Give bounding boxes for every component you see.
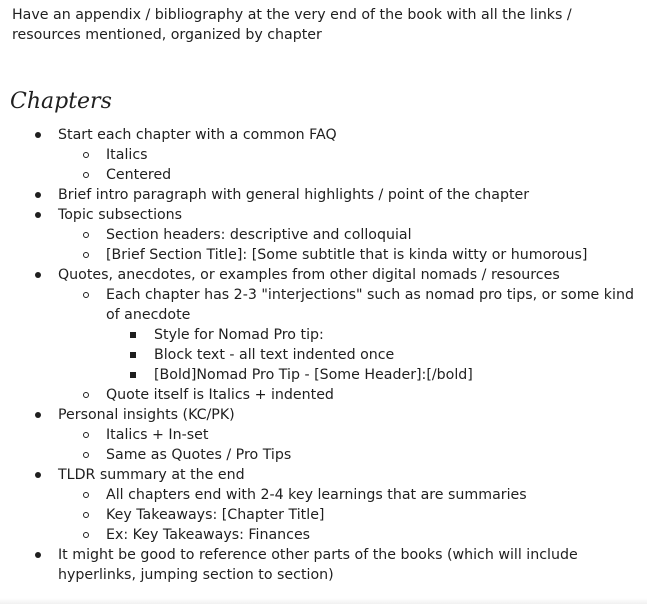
- hollow-bullet-icon: [83, 172, 89, 178]
- outline-item-level-2: [0, 505, 647, 525]
- outline-item-text: Personal insights (KC/PK): [58, 407, 235, 423]
- outline-item-text: Same as Quotes / Pro Tips: [106, 447, 292, 463]
- outline-item-text: Brief intro paragraph with general highlights / point of the chapter: [58, 187, 530, 203]
- outline-item-text: Italics + In-set: [106, 427, 209, 443]
- filled-bullet-icon: [35, 192, 41, 198]
- outline-item-level-2: [0, 165, 647, 185]
- outline-item-level-2: [0, 145, 647, 165]
- filled-bullet-icon: [35, 272, 41, 278]
- outline-item-level-2: [0, 485, 647, 505]
- hollow-bullet-icon: [83, 292, 89, 298]
- hollow-bullet-icon: [83, 232, 89, 238]
- outline-item-text: Quote itself is Italics + indented: [106, 387, 334, 403]
- outline-item-level-2: [0, 285, 647, 325]
- hollow-bullet-icon: [83, 512, 89, 518]
- filled-bullet-icon: [35, 132, 41, 138]
- outline-item-text: Start each chapter with a common FAQ: [58, 127, 337, 143]
- outline-item-level-1: [0, 545, 647, 585]
- outline-item-level-1: [0, 185, 647, 205]
- outline-item-level-1: [0, 465, 647, 485]
- outline-item-text: Quotes, anecdotes, or examples from other digital nomads / resources: [58, 267, 560, 283]
- hollow-bullet-icon: [83, 432, 89, 438]
- chapters-heading: Chapters: [10, 89, 112, 114]
- outline-item-text: It might be good to reference other parts of the books (which will include hyperlinks, jumping section to section): [58, 547, 578, 583]
- square-bullet-icon: [130, 332, 136, 338]
- outline-item-text: Key Takeaways: [Chapter Title]: [106, 507, 325, 523]
- outline-item-level-2: [0, 245, 647, 265]
- outline-item-level-2: [0, 225, 647, 245]
- intro-paragraph: Have an appendix / bibliography at the very end of the book with all the links / resources mentioned, organized by chapter: [12, 7, 572, 43]
- outline-item-text: Block text - all text indented once: [154, 347, 395, 363]
- filled-bullet-icon: [35, 472, 41, 478]
- hollow-bullet-icon: [83, 532, 89, 538]
- outline-item-level-1: [0, 405, 647, 425]
- hollow-bullet-icon: [83, 452, 89, 458]
- outline-item-text: Centered: [106, 167, 172, 183]
- chapters-outline: [0, 125, 647, 585]
- hollow-bullet-icon: [83, 252, 89, 258]
- outline-item-text: Ex: Key Takeaways: Finances: [106, 527, 311, 543]
- outline-item-level-2: [0, 525, 647, 545]
- outline-item-text: Style for Nomad Pro tip:: [154, 327, 324, 343]
- outline-item-level-2: [0, 385, 647, 405]
- hollow-bullet-icon: [83, 152, 89, 158]
- filled-bullet-icon: [35, 412, 41, 418]
- square-bullet-icon: [130, 352, 136, 358]
- outline-item-level-3: [0, 345, 647, 365]
- outline-item-level-2: [0, 445, 647, 465]
- page-bottom-edge: [0, 598, 647, 604]
- outline-item-level-3: [0, 365, 647, 385]
- hollow-bullet-icon: [83, 392, 89, 398]
- outline-item-level-2: [0, 425, 647, 445]
- outline-item-text: Topic subsections: [58, 207, 183, 223]
- outline-item-level-3: [0, 325, 647, 345]
- outline-item-text: [Brief Section Title]: [Some subtitle that is kinda witty or humorous]: [106, 247, 588, 263]
- outline-item-text: [Bold]Nomad Pro Tip - [Some Header]:[/bold]: [154, 367, 473, 383]
- square-bullet-icon: [130, 372, 136, 378]
- outline-item-level-1: [0, 125, 647, 145]
- outline-item-text: Each chapter has 2-3 "interjections" such as nomad pro tips, or some kind of anecdote: [106, 287, 634, 323]
- outline-item-level-1: [0, 205, 647, 225]
- outline-item-text: Italics: [106, 147, 148, 163]
- filled-bullet-icon: [35, 552, 41, 558]
- outline-item-level-1: [0, 265, 647, 285]
- hollow-bullet-icon: [83, 492, 89, 498]
- outline-item-text: TLDR summary at the end: [58, 467, 245, 483]
- outline-item-text: Section headers: descriptive and colloquial: [106, 227, 412, 243]
- filled-bullet-icon: [35, 212, 41, 218]
- outline-item-text: All chapters end with 2-4 key learnings that are summaries: [106, 487, 527, 503]
